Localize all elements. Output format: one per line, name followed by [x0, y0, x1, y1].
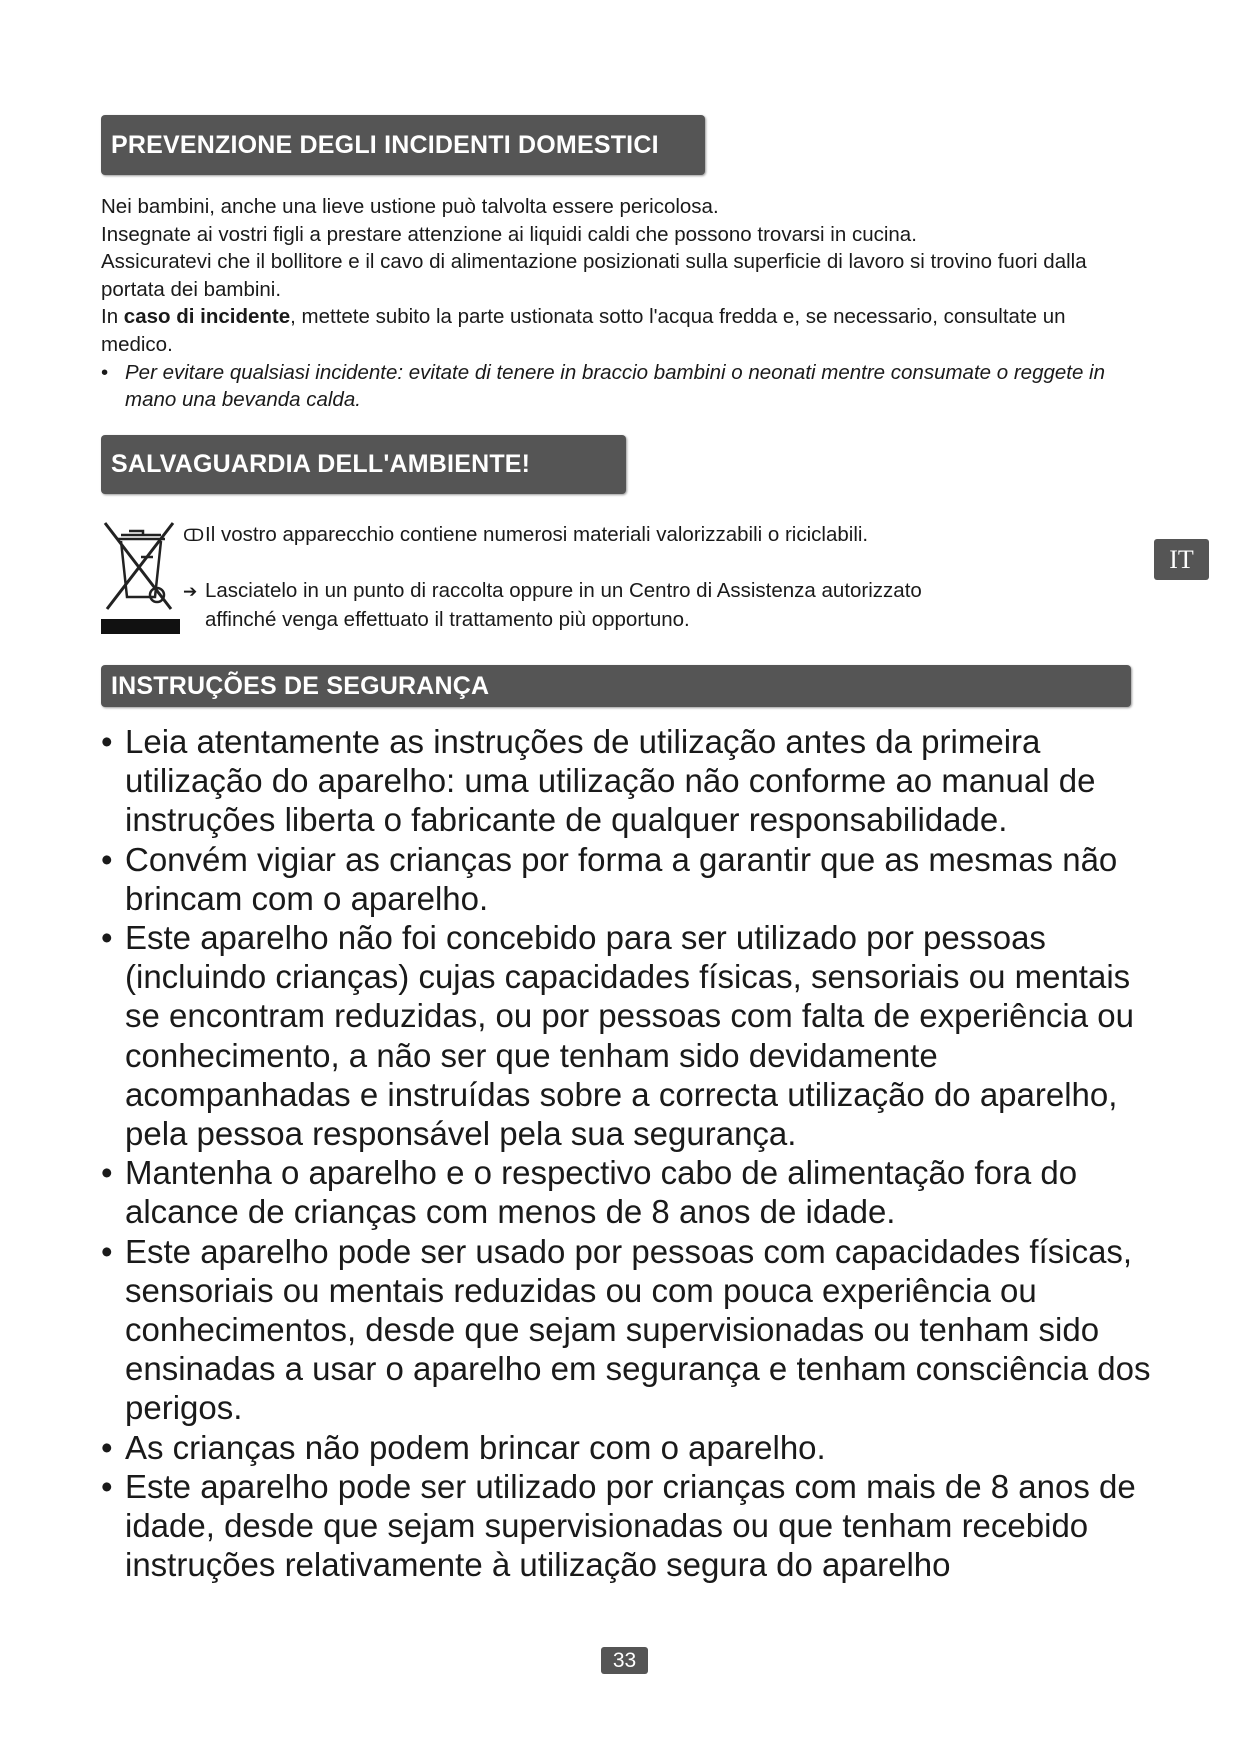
- bullet-marker: •: [101, 919, 113, 957]
- bullet-text: Este aparelho pode ser usado por pessoas com capacidades físicas, sensoriais ou mentais reduzidas ou com pouca experiência ou conhecimentos, desde que sejam supervisionadas ou tenham sido ensinadas a usar o aparelho em segurança e tenham consciência dos perigos.: [125, 1232, 1151, 1427]
- incident-paragraph: [101, 303, 1141, 358]
- bullet-marker: •: [101, 723, 113, 760]
- list-item: [101, 1428, 1161, 1467]
- text: Il vostro apparecchio contiene numerosi materiali valorizzabili o riciclabili.: [205, 523, 869, 546]
- bullet-text: Convém vigiar as crianças por forma a garantir que as mesmas não brincam com o aparelho.: [125, 840, 1118, 917]
- safety-instructions-list: [101, 722, 1161, 1584]
- env-item-recyclable: [183, 521, 869, 550]
- bullet-text: Este aparelho não foi concebido para ser utilizado por pessoas (incluindo crianças) cujas capacidades físicas, sensoriais ou mentais se encontram reduzidas, ou por pessoas com falta de experiência ou conhecimento, a não ser que tenham sido devidamente acompanhadas e instruídas sobre a correcta utilização do aparelho, pela pessoa responsável pela sua segurança.: [125, 919, 1134, 1153]
- bullet-text: Este aparelho pode ser utilizado por crianças com mais de 8 anos de idade, desde que sejam supervisionadas ou que tenham recebido instruções relativamente à utilização segura do aparelho: [125, 1467, 1136, 1584]
- text: In: [101, 305, 124, 329]
- page-number: 33: [601, 1647, 648, 1674]
- list-item: [101, 1232, 1161, 1428]
- paragraph: Insegnate ai vostri figli a prestare attenzione ai liquidi caldi che possono trovarsi in cucina.: [101, 222, 917, 246]
- bullet-marker: •: [101, 1428, 113, 1466]
- bullet-marker: •: [101, 840, 113, 878]
- section-header-instrucoes: INSTRUÇÕES DE SEGURANÇA: [101, 665, 1131, 707]
- list-item: [101, 840, 1161, 918]
- bullet-text: Per evitare qualsiasi incidente: evitate di tenere in braccio bambini o neonati mentre consumate o reggete in mano una bevanda calda.: [125, 360, 1106, 412]
- text: , mettete subito la parte ustionata sotto l'acqua fredda e, se necessario, consultate un medico.: [101, 305, 1066, 356]
- section-header-ambiente: SALVAGUARDIA DELL'AMBIENTE!: [101, 435, 626, 494]
- paragraph: Nei bambini, anche una lieve ustione può talvolta essere pericolosa.: [101, 195, 719, 218]
- prevenzione-body: [101, 193, 1141, 414]
- bullet-text: As crianças não podem brincar com o aparelho.: [125, 1428, 826, 1466]
- bullet-marker: •: [101, 360, 109, 384]
- bullet-text: Leia atentamente as instruções de utilização antes da primeira utilização do aparelho: uma utilização não conforme ao manual de instruções liberta o fabricante de qualquer responsabilidade.: [125, 723, 1096, 839]
- bold-text: caso di incidente: [123, 305, 291, 329]
- bullet-text: Mantenha o aparelho e o respectivo cabo de alimentação fora do alcance de crianças com menos de 8 anos de idade.: [125, 1154, 1078, 1231]
- list-item: [101, 722, 1161, 840]
- bullet-marker: •: [101, 1467, 113, 1505]
- bullet-marker: •: [101, 1154, 113, 1192]
- arrow-icon: ➔: [183, 582, 198, 601]
- env-item-collection: [183, 577, 965, 634]
- list-item: [101, 1467, 1161, 1585]
- list-item: [101, 918, 1161, 1153]
- paragraph: Assicuratevi che il bollitore e il cavo di alimentazione posizionati sulla superficie di lavoro si trovino fuori dalla portata dei bambini.: [101, 250, 1087, 301]
- text: Lasciatelo in un punto di raccolta oppure in un Centro di Assistenza autorizzato affinché venga effettuato il trattamento più opportuno.: [205, 579, 922, 631]
- language-tab-it: IT: [1154, 539, 1209, 580]
- recycle-symbol-icon: ↀ: [183, 526, 205, 545]
- italic-bullet: [101, 359, 1141, 414]
- bullet-marker: •: [101, 1232, 113, 1270]
- section-header-prevenzione: PREVENZIONE DEGLI INCIDENTI DOMESTICI: [101, 115, 705, 175]
- weee-bin-crossed-icon: [101, 517, 181, 635]
- list-item: [101, 1153, 1161, 1231]
